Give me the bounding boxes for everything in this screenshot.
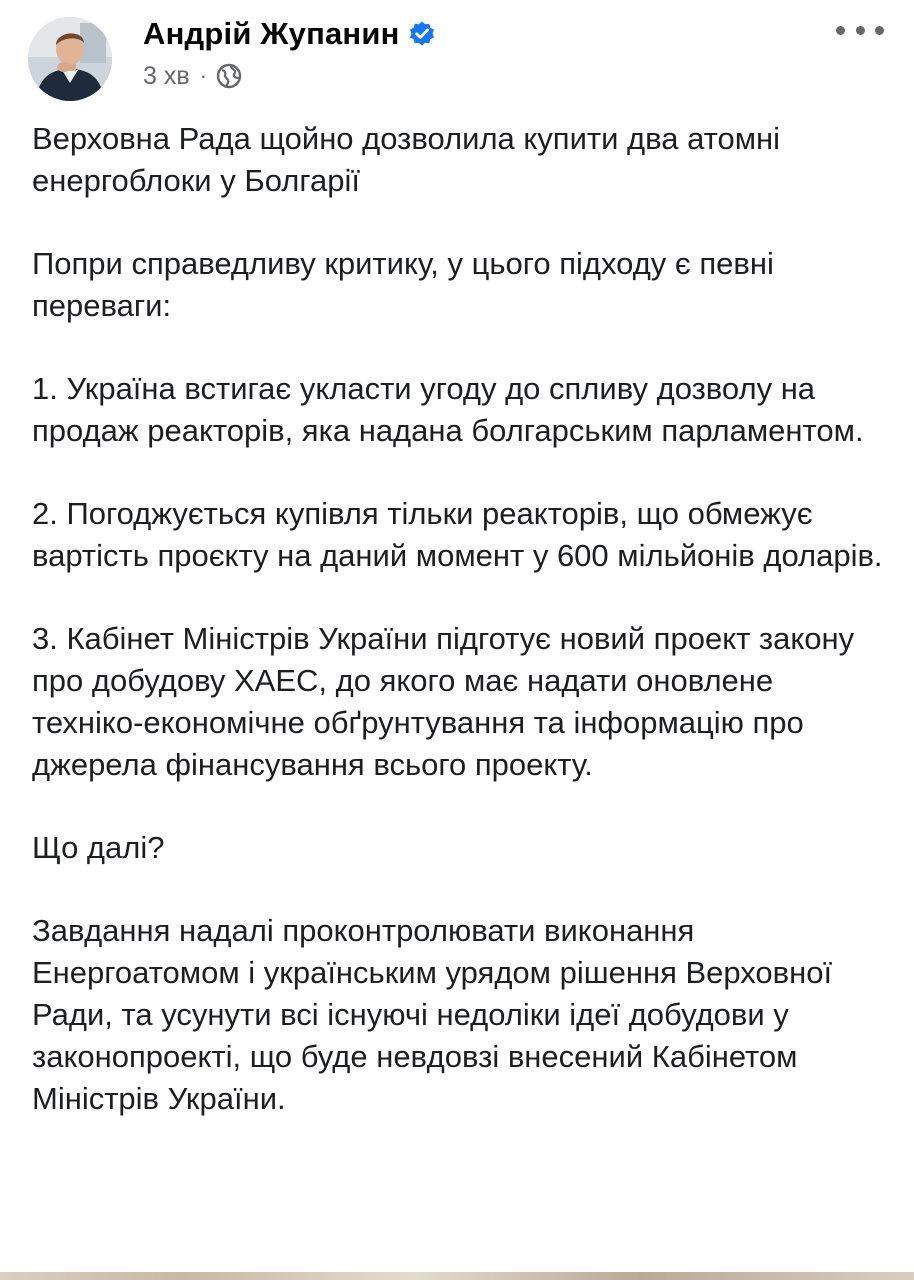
post-text bbox=[32, 118, 892, 1120]
post-paragraph: 3. Кабінет Міністрів України підготує новий проект закону про добудову ХАЕС, до якого має надати оновлене техніко-економічне обґрунтування та інформацію про джерела фінансування всього проекту. bbox=[32, 621, 855, 782]
post-paragraph: Верховна Рада щойно дозволила купити два атомні енергоблоки у Болгарії bbox=[32, 121, 781, 198]
more-dot bbox=[875, 26, 884, 35]
author-avatar[interactable] bbox=[28, 17, 112, 101]
meta-separator: · bbox=[199, 63, 207, 88]
more-dot bbox=[836, 26, 845, 35]
post-paragraph: 1. Україна встигає укласти угоду до спливу дозволу на продаж реакторів, яка надана болгарським парламентом. bbox=[32, 371, 864, 448]
post-paragraph: Попри справедливу критику, у цього підходу є певні переваги: bbox=[32, 246, 774, 323]
post-meta bbox=[143, 58, 242, 94]
avatar-photo-icon bbox=[28, 17, 112, 101]
author-row bbox=[143, 12, 436, 56]
post-paragraph: Завдання надалі проконтролювати виконання Енергоатомом і українським урядом рішення Верховної Ради, та усунути всі існуючі недоліки ідеї добудови у законопроекті, що буде невдовзі внесений Кабінетом Міністрів України. bbox=[32, 913, 833, 1116]
globe-icon[interactable] bbox=[216, 63, 242, 89]
post-timestamp[interactable]: 3 хв bbox=[143, 61, 190, 90]
attached-image-edge[interactable] bbox=[0, 1272, 914, 1280]
more-options-icon[interactable] bbox=[836, 16, 884, 44]
post-header bbox=[0, 0, 914, 110]
post-paragraph: Що далі? bbox=[32, 830, 165, 865]
author-name[interactable]: Андрій Жупанин bbox=[143, 16, 400, 51]
verified-badge-icon bbox=[408, 20, 436, 48]
more-dot bbox=[856, 26, 865, 35]
post-paragraph: 2. Погоджується купівля тільки реакторів, що обмежує вартість проєкту на даний момент у 600 мільйонів доларів. bbox=[32, 496, 883, 573]
